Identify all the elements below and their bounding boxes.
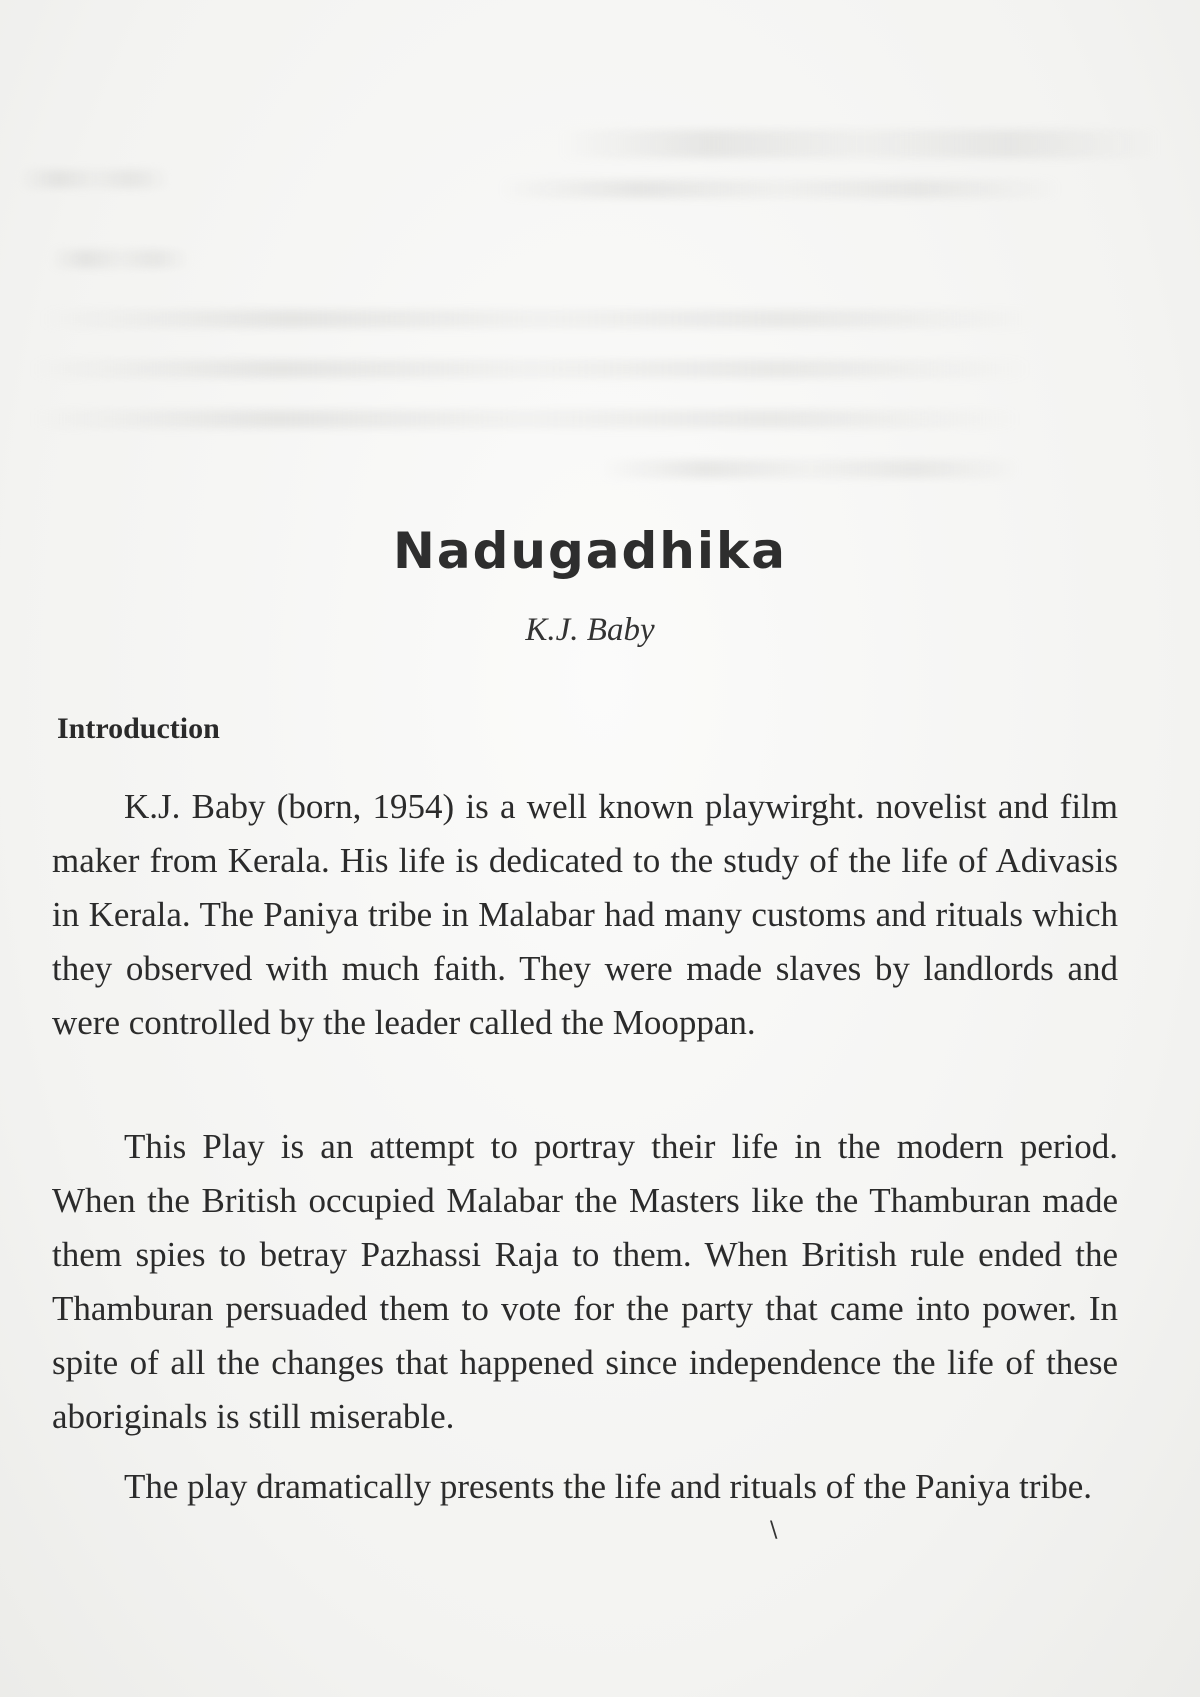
bleed-through-text (0, 100, 1200, 520)
page-title: Nadugadhika (392, 522, 788, 580)
author-name: K.J. Baby (525, 612, 655, 648)
paragraph-1: K.J. Baby (born, 1954) is a well known playwirght. novelist and film maker from Kerala. His life is dedicated to the study of the life of Adivasis in Kerala. The Paniya tribe in Malabar had many customs and rituals which they observed with much faith. They were made slaves by landlords and were controlled by the leader called the Mooppan. (52, 787, 1118, 1042)
stray-mark: \ (770, 1518, 778, 1543)
paragraph-3: The play dramatically presents the life and rituals of the Paniya tribe. (124, 1467, 1093, 1506)
section-heading: Introduction (57, 712, 220, 745)
paragraph-2: This Play is an attempt to portray their life in the modern period. When the British occupied Malabar the Masters like the Thamburan made them spies to betray Pazhassi Raja to them. When British rule ended the Thamburan persuaded them to vote for the party that came into power. In spite of all the changes that happened since independence the life of these aboriginals is still miserable. (52, 1127, 1118, 1436)
